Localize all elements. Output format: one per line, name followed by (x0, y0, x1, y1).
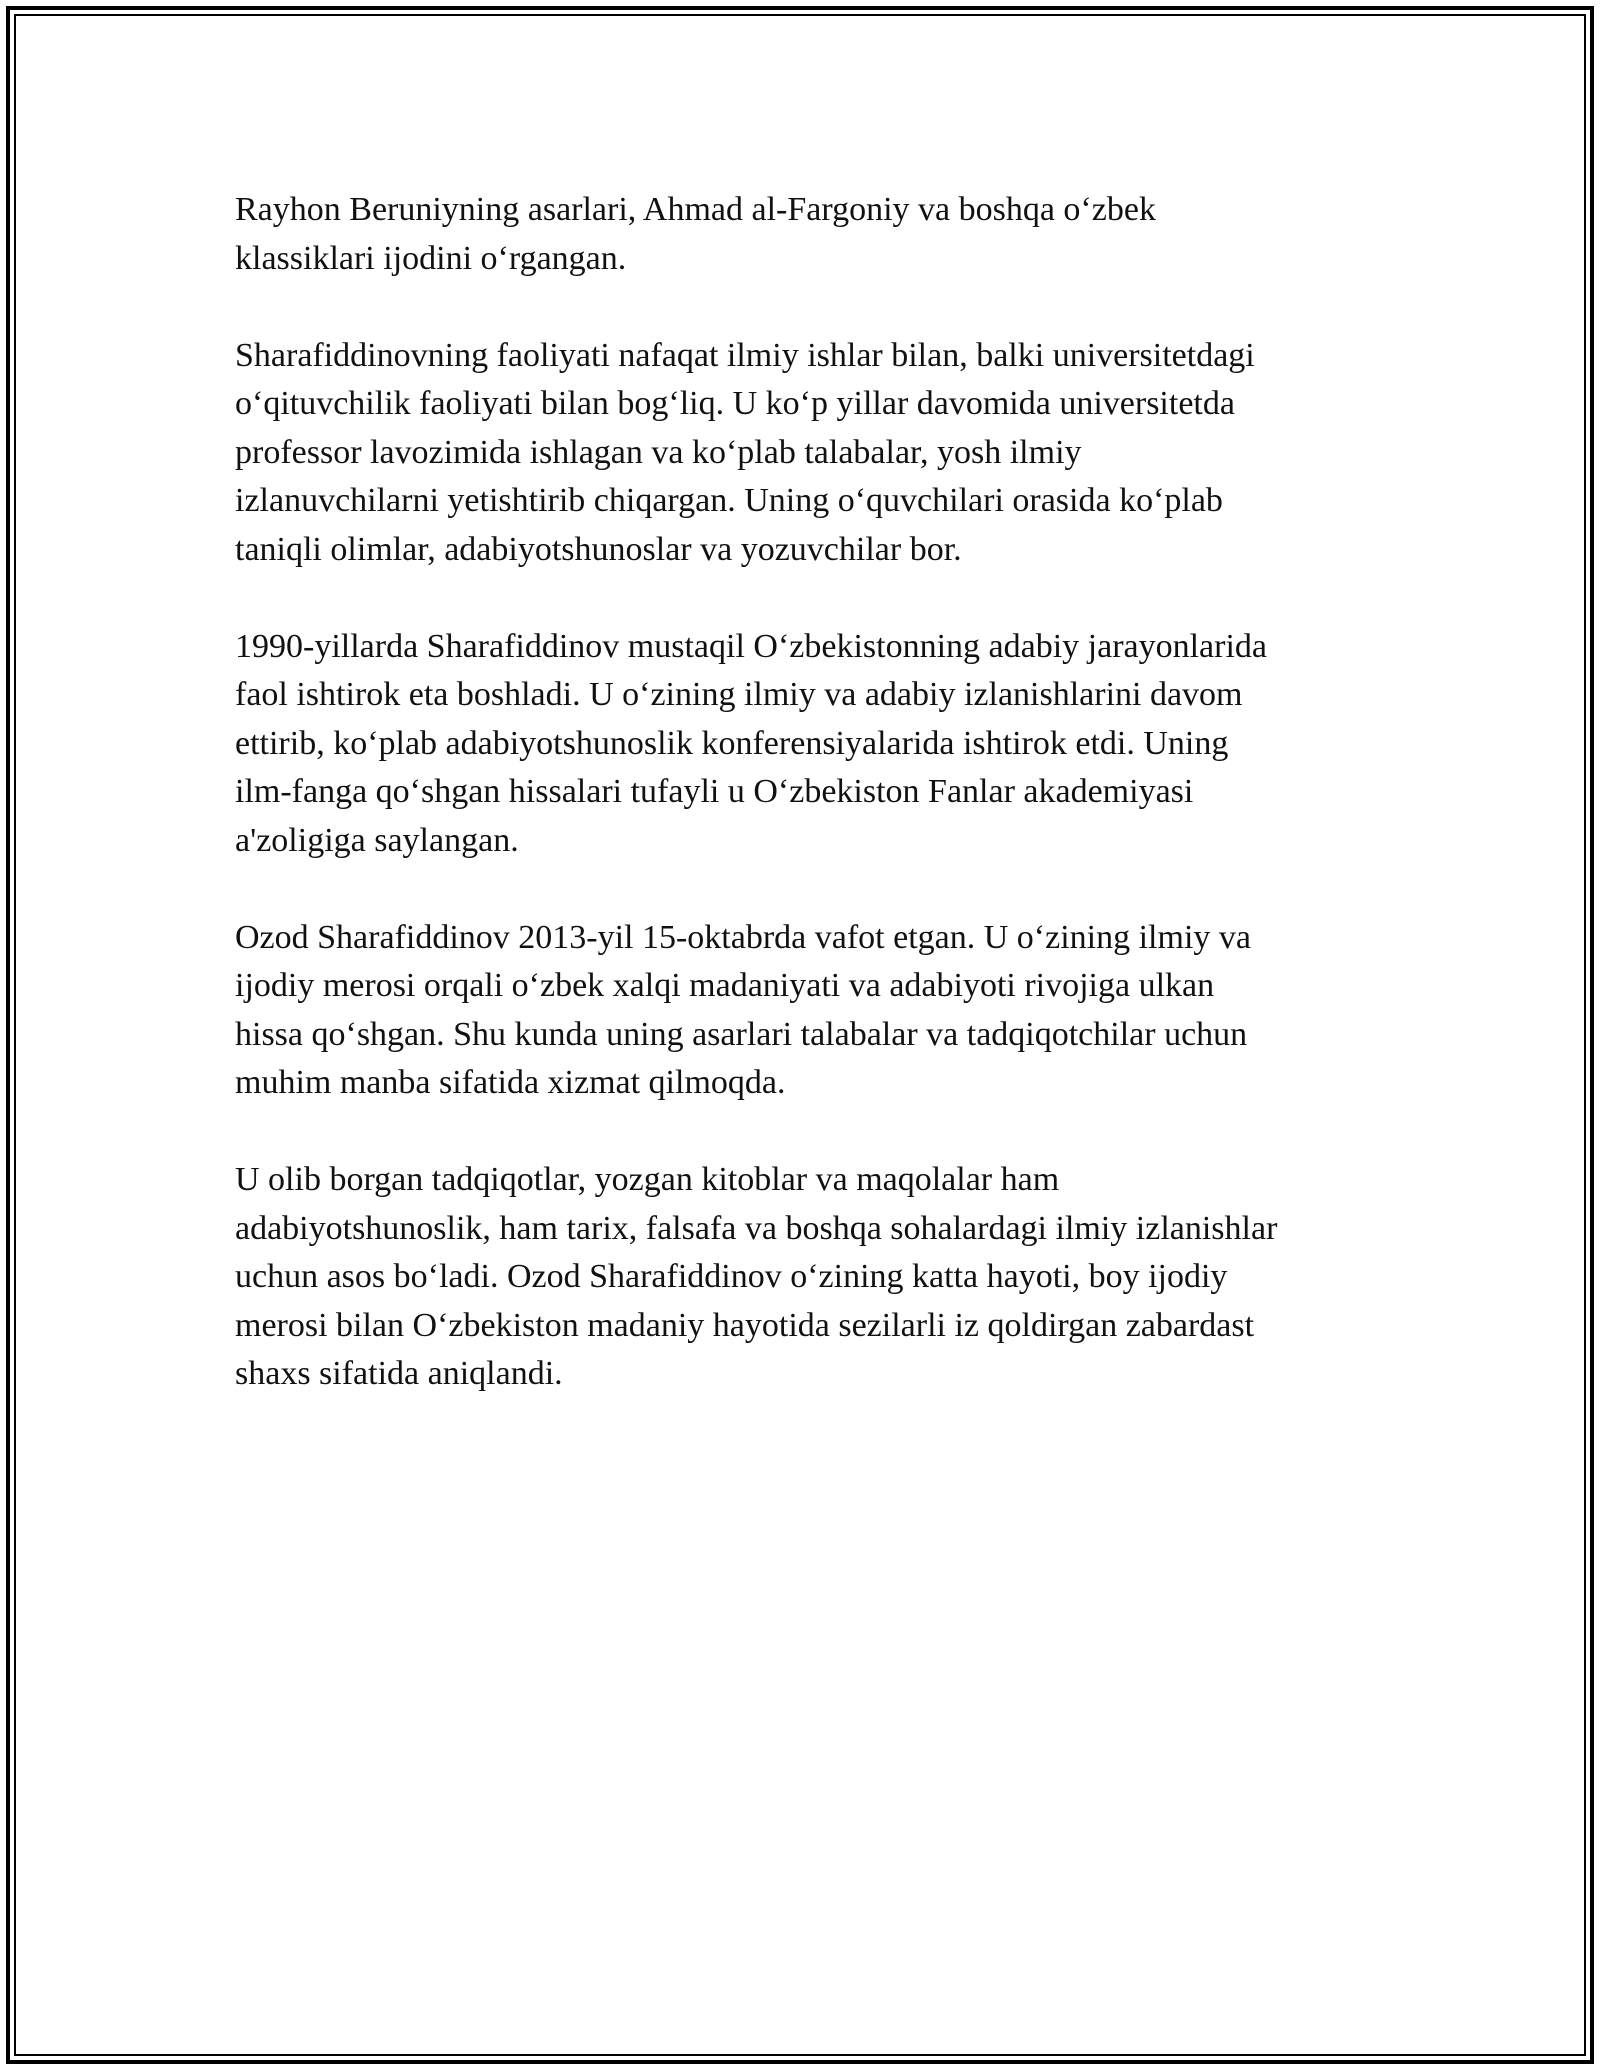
paragraph-4: Ozod Sharafiddinov 2013-yil 15-oktabrda vafot etgan. U o‘zining ilmiy va ijodiy merosi orqali o‘zbek xalqi madaniyati va adabiyoti rivojiga ulkan hissa qo‘shgan. Shu kunda uning asarlari talabalar va tadqiqotchilar uchun muhim manba sifatida xizmat qilmoqda. (235, 918, 1251, 1101)
paragraph-1: Rayhon Beruniyning asarlari, Ahmad al-Fargoniy va boshqa o‘zbek klassiklari ijodini o‘rgangan. (235, 191, 1156, 277)
document-body (235, 186, 1375, 1447)
paragraph-2: Sharafiddinovning faoliyati nafaqat ilmiy ishlar bilan, balki universitetdagi o‘qituvchilik faoliyati bilan bog‘liq. U ko‘p yillar davomida universitetda professor lavozimida ishlagan va ko‘plab talabalar, yosh ilmiy izlanuvchilarni yetishtirib chiqargan. Uning o‘quvchilari orasida ko‘plab taniqli olimlar, adabiyotshunoslar va yozuvchilar bor. (235, 336, 1255, 568)
paragraph-3: 1990-yillarda Sharafiddinov mustaqil O‘zbekistonning adabiy jarayonlarida faol ishtirok eta boshladi. U o‘zining ilmiy va adabiy izlanishlarini davom ettirib, ko‘plab adabiyotshunoslik konferensiyalarida ishtirok etdi. Uning ilm-fanga qo‘shgan hissalari tufayli u O‘zbekiston Fanlar akademiyasi a'zoligiga saylangan. (235, 627, 1268, 859)
paragraph-5: U olib borgan tadqiqotlar, yozgan kitoblar va maqolalar ham adabiyotshunoslik, ham tarix, falsafa va boshqa sohalardagi ilmiy izlanishlar uchun asos bo‘ladi. Ozod Sharafiddinov o‘zining katta hayoti, boy ijodiy merosi bilan O‘zbekiston madaniy hayotida sezilarli iz qoldirgan zabardast shaxs sifatida aniqlandi. (235, 1161, 1278, 1392)
